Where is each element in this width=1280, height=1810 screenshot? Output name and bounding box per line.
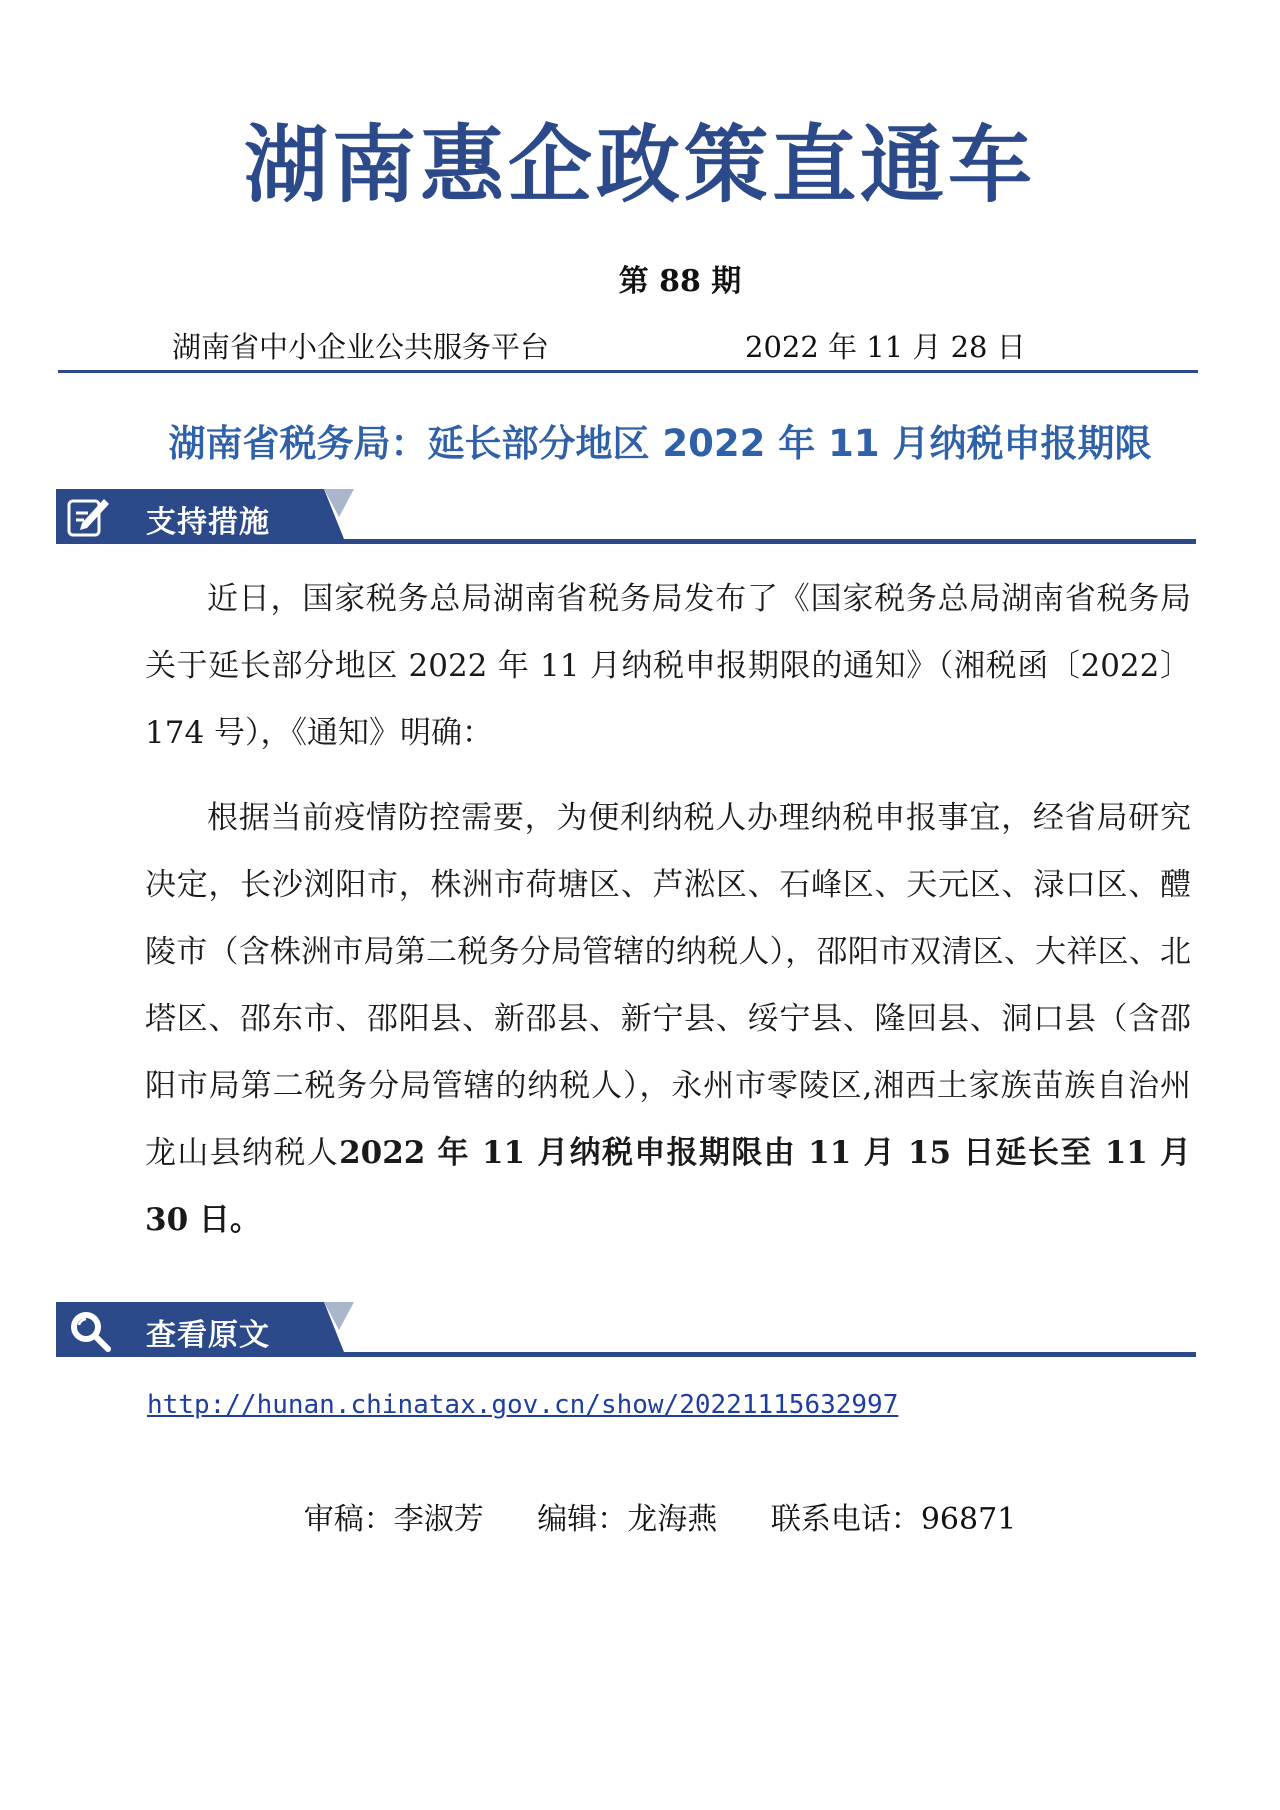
magnifier-icon [64, 1306, 114, 1354]
section-label-support: 支持措施 [146, 505, 270, 540]
reviewer-credit: 审稿：李淑芳 [303, 1502, 484, 1537]
masthead-title: 湖南惠企政策直通车 [243, 116, 1036, 214]
editor-credit: 编辑：龙海燕 [537, 1502, 718, 1537]
policy-deadline-text: 2022 年 11 月纳税申报期限由 11 月 15 日延长至 11 月 30 日。 [145, 1135, 1192, 1238]
publish-date: 2022 年 11 月 28 日 [745, 330, 1026, 364]
issue-number: 第 88 期 [618, 264, 742, 299]
source-url-link[interactable]: http://hunan.chinatax.gov.cn/show/20221115632997 [147, 1390, 899, 1420]
section-triangle-decoration [324, 489, 354, 517]
header-divider [58, 370, 1198, 373]
footer-credits [0, 1494, 1280, 1538]
section-triangle-decoration [324, 1302, 354, 1330]
paragraph-policy [145, 785, 1191, 1254]
contact-phone: 联系电话：96871 [770, 1502, 1017, 1537]
policy-text: 根据当前疫情防控需要，为便利纳税人办理纳税申报事宜，经省局研究决定，长沙浏阳市，株洲市荷塘区、芦淞区、石峰区、天元区、渌口区、醴陵市（含株洲市局第二税务分局管辖的纳税人），邵阳市双清区、大祥区、北塔区、邵东市、邵阳县、新邵县、新宁县、绥宁县、隆回县、洞口县（含邵阳市局第二税务分局管辖的纳税人），永州市零陵区,湘西土家族苗族自治州龙山县纳税人 [145, 800, 1191, 1171]
section-label-original: 查看原文 [146, 1318, 270, 1353]
paragraph-intro: 近日，国家税务总局湖南省税务局发布了《国家税务总局湖南省税务局关于延长部分地区 2022 年 11 月纳税申报期限的通知》（湘税函〔2022〕174 号），《通知》明确： [145, 581, 1191, 751]
section-header-original [56, 1302, 1196, 1357]
article-headline: 湖南省税务局：延长部分地区 2022 年 11 月纳税申报期限 [168, 422, 1152, 465]
publisher-name: 湖南省中小企业公共服务平台 [172, 330, 550, 364]
section-header-support [56, 489, 1196, 544]
edit-pen-icon [64, 493, 114, 541]
